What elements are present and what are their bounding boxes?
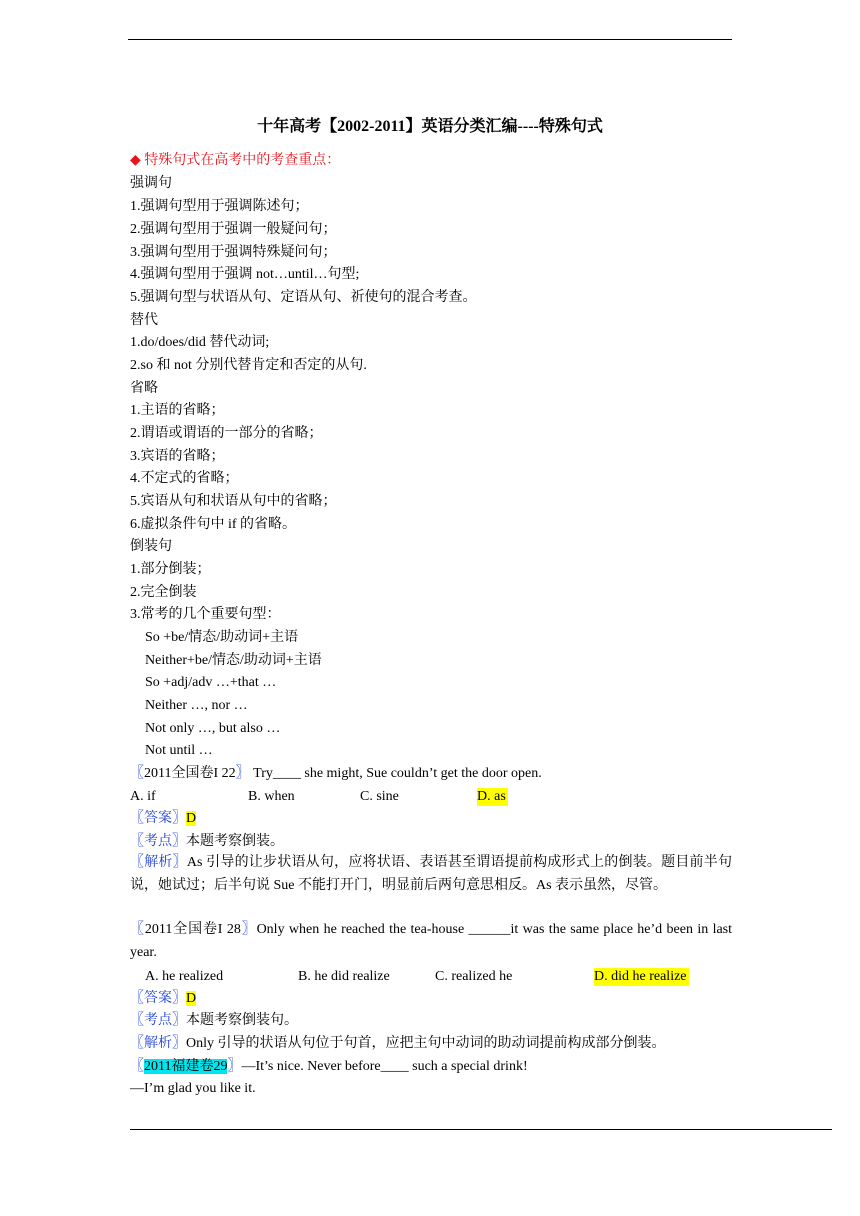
pattern-item: Not until …	[145, 743, 213, 758]
list-item: 2.so 和 not 分别代替肯定和否定的从句.	[130, 358, 367, 373]
question-2-analysis	[130, 1035, 666, 1053]
pattern-item: So +be/情态/助动词+主语	[145, 630, 299, 645]
answer-label: 〖答案〗	[130, 991, 186, 1006]
list-item: 2.强调句型用于强调一般疑问句；	[130, 222, 337, 237]
question-1-point	[130, 833, 284, 851]
question-1-analysis	[130, 851, 732, 897]
footer-rule	[130, 1129, 832, 1130]
list-item: 4.强调句型用于强调 not…until…句型;	[130, 267, 360, 282]
list-item: 2.谓语或谓语的一部分的省略；	[130, 426, 323, 441]
analysis-label: 〖解析〗	[130, 1036, 186, 1051]
option-d-correct: D. as	[477, 789, 506, 804]
question-2-source: 2011全国卷I 28	[144, 922, 241, 937]
focus-heading: ◆ 特殊句式在高考中的考查重点：	[130, 153, 341, 168]
list-item: 3.宾语的省略；	[130, 449, 225, 464]
pattern-item: So +adj/adv …+that …	[145, 675, 277, 690]
section-title-substitution: 替代	[130, 313, 158, 328]
list-item: 1.主语的省略；	[130, 403, 225, 418]
point-label: 〖考点〗	[130, 834, 186, 849]
source-bracket-close: 〗	[240, 922, 257, 937]
option-c: C. realized he	[435, 969, 513, 984]
point-text: 本题考察倒装。	[186, 834, 284, 849]
document-title: 十年高考【2002-2011】英语分类汇编----特殊句式	[257, 118, 603, 135]
section-title-inversion: 倒装句	[130, 539, 172, 554]
question-2-stem	[130, 918, 732, 964]
list-item: 3.常考的几个重要句型：	[130, 607, 281, 622]
option-a: A. if	[130, 789, 156, 804]
analysis-label: 〖解析〗	[130, 855, 187, 870]
question-3-stem	[130, 1058, 528, 1076]
question-3-text: —It’s nice. Never before____ such a special drink!	[241, 1059, 528, 1074]
list-item: 3.强调句型用于强调特殊疑问句；	[130, 245, 337, 260]
point-text: 本题考察倒装句。	[186, 1013, 298, 1028]
question-1-text: Try____ she might, Sue couldn’t get the door open.	[253, 766, 542, 781]
pattern-item: Neither …, nor …	[145, 698, 248, 713]
option-a: A. he realized	[145, 969, 224, 984]
source-bracket-open: 〖	[130, 922, 145, 937]
question-2-answer	[130, 990, 196, 1008]
analysis-text: Only 引导的状语从句位于句首，应把主句中动词的助动词提前构成部分倒装。	[186, 1036, 666, 1051]
list-item: 1.do/does/did 替代动词;	[130, 335, 270, 350]
list-item: 5.宾语从句和状语从句中的省略；	[130, 494, 337, 509]
option-d-correct: D. did he realize	[594, 969, 687, 984]
list-item: 1.部分倒装；	[130, 562, 211, 577]
source-bracket-close: 〗	[227, 1059, 242, 1074]
source-bracket-open: 〖	[130, 1059, 144, 1074]
answer-label: 〖答案〗	[130, 811, 186, 826]
pattern-item: Not only …, but also …	[145, 721, 281, 736]
analysis-text: As 引导的让步状语从句，应将状语、表语甚至谓语提前构成形式上的倒装。题目前半句说，她试过；后半句说 Sue 不能打开门，明显前后两句意思相反。As 表示虽然，尽管。	[130, 855, 732, 893]
option-c: C. sine	[360, 789, 399, 804]
list-item: 1.强调句型用于强调陈述句；	[130, 199, 309, 214]
list-item: 2.完全倒装	[130, 585, 197, 600]
option-b: B. when	[248, 789, 295, 804]
source-bracket-close: 〗	[235, 766, 250, 781]
header-rule	[128, 39, 732, 40]
list-item: 6.虚拟条件句中 if 的省略。	[130, 517, 297, 532]
list-item: 4.不定式的省略；	[130, 471, 239, 486]
question-1-answer	[130, 810, 196, 828]
question-3-source: 2011福建卷29	[144, 1059, 228, 1074]
list-item: 5.强调句型与状语从句、定语从句、祈使句的混合考查。	[130, 290, 477, 305]
question-3-reply: —I’m glad you like it.	[130, 1081, 256, 1096]
source-bracket-open: 〖	[130, 766, 144, 781]
answer-value: D	[186, 991, 197, 1006]
answer-value: D	[186, 811, 197, 826]
section-title-emphasis: 强调句	[130, 176, 172, 191]
question-2-point	[130, 1012, 298, 1030]
option-b: B. he did realize	[298, 969, 390, 984]
question-1-stem	[130, 765, 542, 783]
section-title-ellipsis: 省略	[130, 381, 158, 396]
question-1-source: 2011全国卷I 22	[144, 766, 236, 781]
pattern-item: Neither+be/情态/助动词+主语	[145, 653, 322, 668]
question-2-text: Only when he reached the tea-house ______it was the same place he’d been in last year.	[130, 922, 733, 960]
point-label: 〖考点〗	[130, 1013, 186, 1028]
